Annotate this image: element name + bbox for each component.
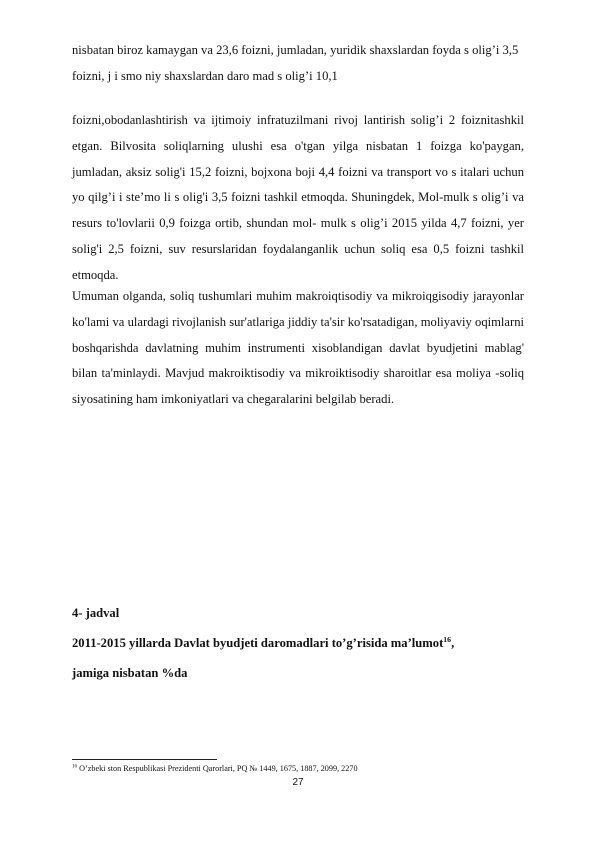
table-label: 4- jadval: [72, 606, 120, 620]
footnote-separator: [72, 759, 217, 760]
body-paragraph-1: nisbatan biroz kamaygan va 23,6 foizni, jumladan, yuridik shaxslardan foyda s olig’i 3,5 foizni, j i smo niy shaxslardan daro mad s olig’i 10,1: [72, 43, 519, 83]
table-subtitle: jamiga nisbatan %da: [72, 666, 188, 680]
page-number: 27: [292, 777, 304, 788]
body-paragraph-3: Umuman olganda, soliq tushumlari muhim makroiqtisodiy va mikroiqgisodiy jarayonlar ko'lami va ulardagi rivojlanish sur'atlariga jiddiy ta'sir ko'rsatadigan, moliyaviy oqimlarni boshqarishda davlatning muhim instrumenti xisoblandigan davlat byudjetini mablag' bilan ta'minlaydi. Mavjud makroiktisodiy va mikroiktisodiy sharoitlar esa moliya -soliq siyosatining ham imkoniyatlari va chegaralarini belgilab beradi.: [72, 289, 524, 407]
table-title: [72, 636, 454, 651]
table-title-text: 2011-2015 yillarda Davlat byudjeti daromadlari to’g’risida ma’lumot: [72, 636, 444, 650]
footnote: [72, 764, 358, 773]
footnote-number: 16: [72, 763, 78, 770]
footnote-reference[interactable]: 16: [443, 634, 452, 644]
footnote-text: O’zbeki ston Respublikasi Prezidenti Qarorlari, PQ № 1449, 1675, 1887, 2099, 2270: [77, 764, 358, 773]
table-title-suffix: ,: [451, 636, 455, 650]
body-paragraph-2: foizni,obodanlashtirish va ijtimoiy infratuzilmani rivoj lantirish solig’i 2 foiznitashkil etgan. Bilvosita soliqlarning ulushi esa o'tgan yilga nisbatan 1 foizga ko'paygan, jumladan, aksiz solig'i 15,2 foizni, bojxona boji 4,4 foizni va transport vo s italari uchun yo qilg’i i ste’mo li s olig'i 3,5 foizni tashkil etmoqda. Shuningdek, Mol-mulk s olig’i va resurs to'lovlarii 0,9 foizga ortib, shundan mol- mulk s olig’i 2015 yilda 4,7 foizni, yer solig'i 2,5 foizni, suv resurslaridan foydalanganlik uchun soliq esa 0,5 foizni tashkil etmoqda.: [72, 113, 524, 282]
